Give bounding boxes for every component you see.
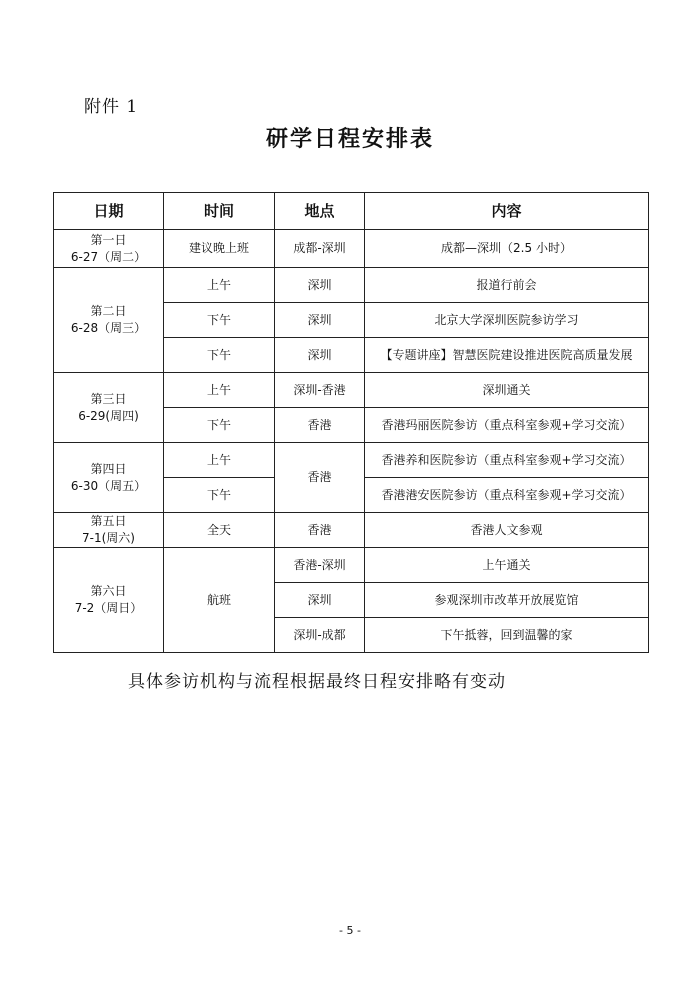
content-cell: 香港养和医院参访（重点科室参观+学习交流） <box>365 443 649 478</box>
place-cell: 深圳 <box>275 338 365 373</box>
time-cell: 航班 <box>164 548 275 653</box>
time-cell: 上午 <box>164 373 275 408</box>
time-cell: 下午 <box>164 338 275 373</box>
day-label: 第一日 <box>90 232 127 247</box>
place-cell: 香港-深圳 <box>275 548 365 583</box>
table-header-row <box>54 193 649 230</box>
content-cell: 香港玛丽医院参访（重点科室参观+学习交流） <box>365 408 649 443</box>
content-cell: 上午通关 <box>365 548 649 583</box>
page-number: - 5 - <box>339 924 361 937</box>
table-row <box>54 373 649 408</box>
date-cell <box>54 513 164 548</box>
table-row <box>54 443 649 478</box>
place-cell: 深圳 <box>275 268 365 303</box>
header-place: 地点 <box>275 193 365 230</box>
attachment-label: 附件 1 <box>84 97 139 117</box>
day-label: 第二日 <box>90 304 127 318</box>
content-cell: 香港港安医院参访（重点科室参观+学习交流） <box>365 478 649 513</box>
content-cell: 参观深圳市改革开放展览馆 <box>365 583 649 618</box>
date-label: 6-28（周三） <box>70 321 147 335</box>
schedule-note: 具体参访机构与流程根据最终日程安排略有变动 <box>128 672 506 692</box>
header-time: 时间 <box>164 193 275 230</box>
day-label: 第三日 <box>90 391 127 406</box>
place-cell: 深圳-香港 <box>275 373 365 408</box>
place-cell: 深圳 <box>275 303 365 338</box>
content-cell: 深圳通关 <box>365 373 649 408</box>
content-cell: 成都—深圳（2.5 小时） <box>365 230 649 268</box>
date-label: 6-29(周四) <box>78 408 139 423</box>
content-cell: 【专题讲座】智慧医院建设推进医院高质量发展 <box>365 338 649 373</box>
date-cell <box>54 443 164 513</box>
header-date: 日期 <box>54 193 164 230</box>
day-label: 第五日 <box>90 514 127 528</box>
time-cell: 下午 <box>164 408 275 443</box>
date-label: 6-27（周二） <box>70 249 147 264</box>
date-label: 7-2（周日） <box>74 601 143 615</box>
time-cell: 上午 <box>164 268 275 303</box>
table-row <box>54 268 649 303</box>
date-cell <box>54 373 164 443</box>
page-title: 研学日程安排表 <box>265 127 434 152</box>
date-cell <box>54 230 164 268</box>
place-cell: 香港 <box>275 443 365 513</box>
content-cell: 香港人文参观 <box>365 513 649 548</box>
place-cell: 深圳 <box>275 583 365 618</box>
schedule-table <box>53 192 649 653</box>
date-label: 7-1(周六) <box>82 531 135 545</box>
time-cell: 下午 <box>164 303 275 338</box>
content-cell: 下午抵蓉，回到温馨的家 <box>365 618 649 653</box>
place-cell: 成都-深圳 <box>275 230 365 268</box>
time-cell: 下午 <box>164 478 275 513</box>
content-cell: 报道行前会 <box>365 268 649 303</box>
table-row <box>54 513 649 548</box>
time-cell: 上午 <box>164 443 275 478</box>
place-cell: 深圳-成都 <box>275 618 365 653</box>
table-row <box>54 230 649 268</box>
place-cell: 香港 <box>275 513 365 548</box>
date-cell <box>54 548 164 653</box>
content-cell: 北京大学深圳医院参访学习 <box>365 303 649 338</box>
day-label: 第四日 <box>90 461 127 476</box>
table-row <box>54 548 649 583</box>
time-cell: 建议晚上班 <box>164 230 275 268</box>
day-label: 第六日 <box>90 584 127 598</box>
date-label: 6-30（周五） <box>70 478 147 493</box>
time-cell: 全天 <box>164 513 275 548</box>
header-content: 内容 <box>365 193 649 230</box>
date-cell <box>54 268 164 373</box>
place-cell: 香港 <box>275 408 365 443</box>
